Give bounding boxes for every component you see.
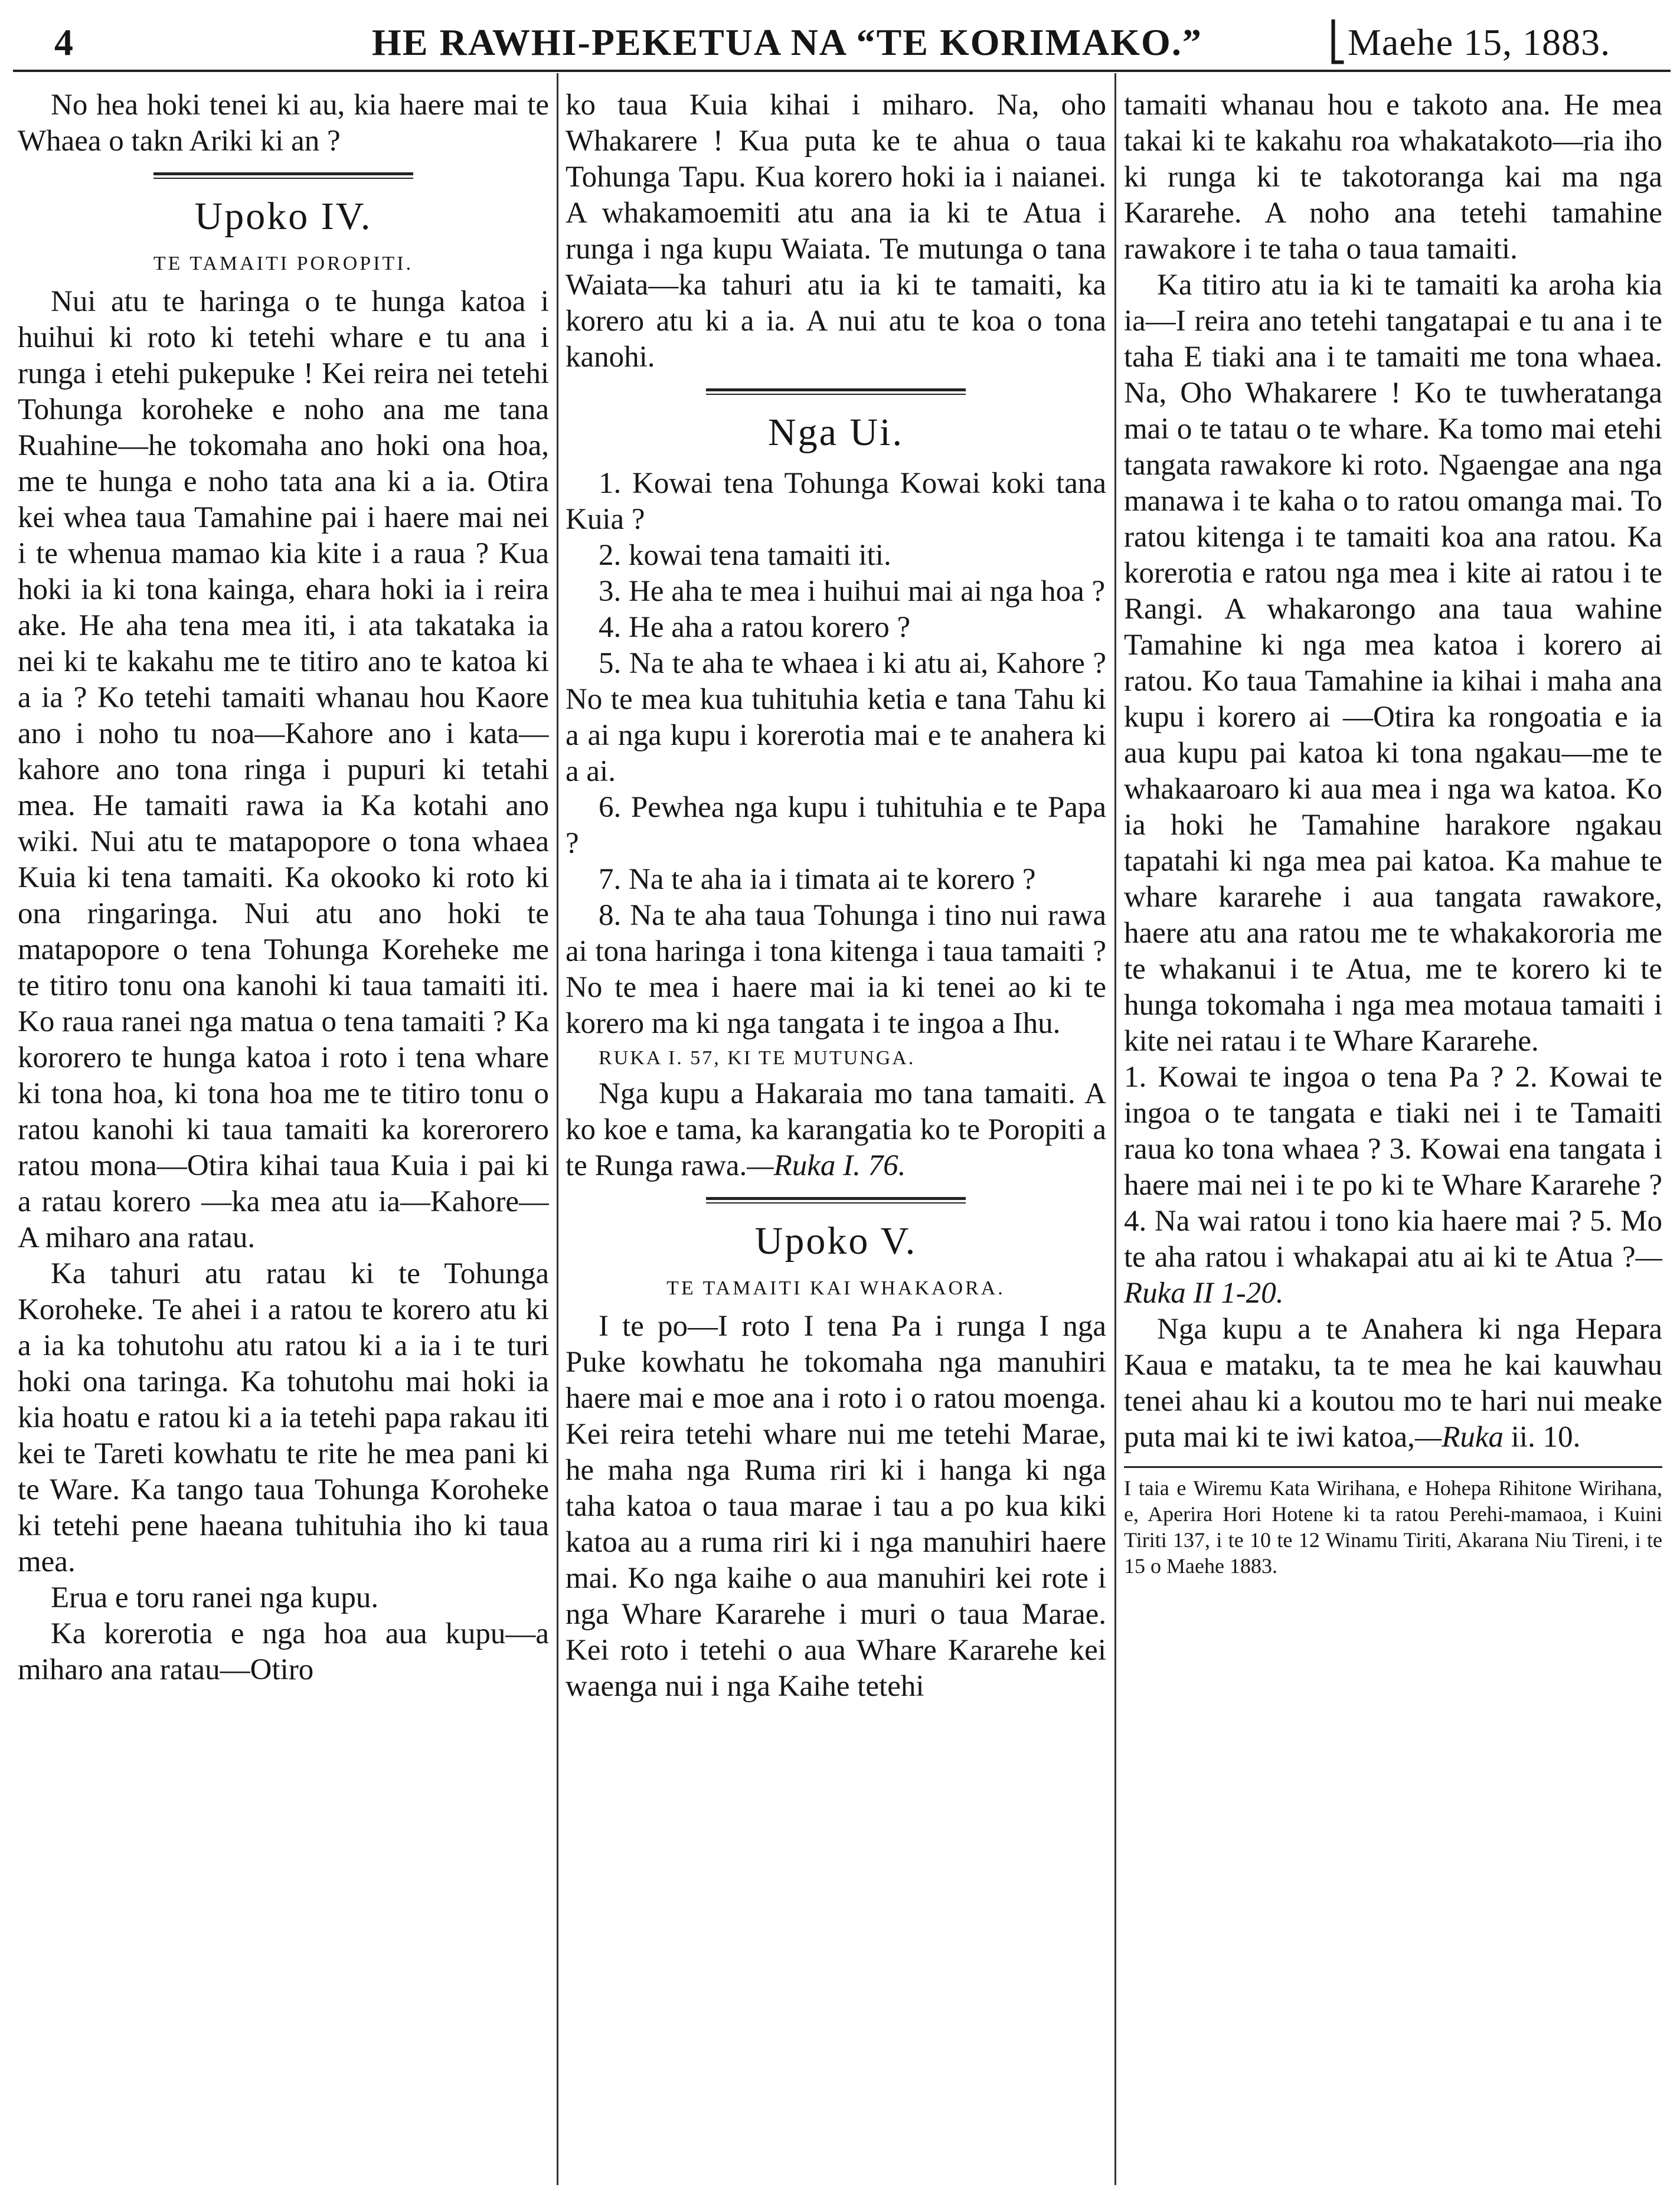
paragraph: Ka titiro atu ia ki te tamaiti ka aroha kia ia—I reira ano tetehi tangatapai e tu ana i te taha E tiaki ana i te tamaiti me tona whaea. Na, Oho Whakarere ! Ko te tuwheratanga mai o te tatau o te whare. Ka tomo mai etehi tangata rawakore ki roto. Ngaengae ana nga manawa i te kaha o to ratou omanga mai. To ratou kitenga i te tamaiti koa ana ratou. Ka korerotia e ratou nga mea i kite ai ratou i te Rangi. A whakarongo ana taua wahine Tamahine ki nga mea katoa i korero ai ratou. Ko taua Tamahine ia kihai i maha ana kupu i korero ai —Otira ka rongoatia e ia aua kupu pai katoa ki tona ngakau—me te whakaaroaro ki aua mea i nga wa katoa. Ko ia hoki he Tamahine harakore ngakau tapatahi ki nga mea pai katoa. Ka mahue te whare kararehe i aua tangata rawakore, haere atu ana ratou me te whakakororia me te whakanui i te Atua, me te korero ki te hunga tokomaha i nga mea motaua tamaiti i kite nei ratau i te Whare Kararehe. <box>1124 269 1662 1058</box>
paragraph: Ka tahuri atu ratau ki te Tohunga Koroheke. Te ahei i a ratou te korero atu ki a ia ka tohutohu atu ratou ki a ia i te turi hoki ona taringa. Ka tohutohu mai hoki ia kia hoatu e ratou ki a ia tetehi papa rakau iti kei te Tareti kowhatu te rite he mea pani ki te Ware. Ka tango taua Tohunga Koroheke ki tetehi pene haeana tuhituhia iho ki taua mea. <box>18 1257 549 1578</box>
section-rule <box>706 388 966 395</box>
chapter-iv-subtitle: TE TAMAITI POROPITI. <box>153 253 414 274</box>
verse-reference: —Ruka I. 76. <box>747 1149 906 1182</box>
questions-title: Nga Ui. <box>768 411 904 454</box>
verse-text: Nga kupu a Hakaraia mo tana tamaiti. A ko koe e tama, ka karangatia ko te Poropiti a te Runga rawa. <box>566 1077 1106 1182</box>
paragraph: Nui atu te haringa o te hunga katoa i huihui ki roto ki tetehi whare e tu ana i runga i etehi pukepuke ! Kei reira nei tetehi Tohunga koroheke e noho ana me tana Ruahine—he tokomaha ano hoki ona hoa, me te hunga e noho tata ana ki a ia. Otira kei whea taua Tamahine pai i haere mai nei i te whenua mamao kia kite i a raua ? Kua hoki ia ki tona kainga, ehara hoki ia i reira ake. He aha tena mea iti, i ata takataka ia nei ki te kakahu me te titiro ano te katoa ki a ia ? Ko tetehi tamaiti whanau hou Kaore ano i noho tu noa—Kahore ano i kata—kahore ano tona ringa i pupuri ki tetahi mea. He tamaiti rawa ia Ka kotahi ano wiki. Nui atu te matapopore o tona whaea Kuia ki tena tamaiti. Ka okooko ki roto ki ona ringaringa. Nui atu ano hoki te matapopore o tena Tohunga Koreheke me te titiro tonu ona kanohi ki taua tamaiti iti. Ko raua ranei nga matua o tena tamaiti ? Ka kororero te hunga katoa i roto i tena whare ki tona hoa, ki tona hoa me te titiro tonu o ratou kanohi ki taua tamaiti ka korerorero ratou mona—Otira kihai taua Kuia i pai ki a ratau korero —ka mea atu ia—Kahore—A miharo ana ratau. <box>18 285 549 1254</box>
question-item: 7. Na te aha ia i timata ai te korero ? <box>599 863 1036 896</box>
intro-verse: No hea hoki tenei ki au, kia haere mai te Whaea o takn Ariki ki an ? <box>18 89 549 158</box>
imprint-rule <box>1124 1466 1662 1468</box>
chapter-v-title: Upoko V. <box>754 1219 917 1263</box>
section-rule <box>706 1197 966 1204</box>
column-1 <box>18 87 549 2179</box>
printer-imprint: I taia e Wiremu Kata Wirihana, e Hohepa Rihitone Wirihana, e, Aperira Hori Hotene ki ta ratou Perehi-mamaoa, i Kuini Tiriti 137, i te 10 te 12 Winamu Tiriti, Akarana Niu Tireni, i te 15 o Maehe 1883. <box>1124 1476 1662 1578</box>
column-divider <box>557 73 558 2185</box>
column-3 <box>1124 87 1662 2179</box>
column-2 <box>566 87 1106 2179</box>
column-divider <box>1114 73 1116 2185</box>
page-number: 4 <box>54 21 73 63</box>
paragraph: Ka korerotia e nga hoa aua kupu—a miharo ana ratau—Otiro <box>18 1617 549 1686</box>
verse-text: Nga kupu a te Anahera ki nga Hepara Kaua e mataku, ta te mea he kai kauwhau tenei ahau ki a koutou mo te hari nui meake puta mai ki te iwi katoa, <box>1124 1313 1662 1454</box>
paragraph: tamaiti whanau hou e takoto ana. He mea takai ki te kakahu roa whakatakoto—ria iho ki runga ki te takotoranga kai ma nga Kararehe. A noho ana tetehi tamahine rawakore i te taha o taua tamaiti. <box>1124 89 1662 266</box>
issue-date: ⎣Maehe 15, 1883. <box>1328 21 1611 63</box>
chapter-iv-title: Upoko IV. <box>194 195 372 238</box>
scripture-reference: RUKA I. 57, KI TE MUTUNGA. <box>599 1047 916 1069</box>
paragraph: ko taua Kuia kihai i miharo. Na, oho Whakarere ! Kua puta ke te ahua o taua Tohunga Tapu. Kua korero hoki ia i naianei. A whakamoemiti atu ana ia ki te Atua i runga i nga kupu Waiata. Te mutunga o tana Waiata—ka tahuri atu ia ki te tamaiti, ka korero atu ki a ia. A nui atu te koa o tona kanohi. <box>566 89 1106 374</box>
question-item: 1. Kowai tena Tohunga Kowai koki tana Kuia ? <box>566 467 1106 536</box>
verse <box>1124 1312 1662 1456</box>
paragraph: Erua e toru ranei nga kupu. <box>51 1581 379 1614</box>
question-item: 5. Na te aha te whaea i ki atu ai, Kahore ? No te mea kua tuhituhia ketia e tana Tahu ki a ai nga kupu i korerotia mai e te anahera ki a ai. <box>566 647 1106 788</box>
section-rule <box>153 172 413 179</box>
chapter-v-subtitle: TE TAMAITI KAI WHAKAORA. <box>666 1277 1005 1299</box>
question-item: 4. He aha a ratou korero ? <box>599 611 911 644</box>
questions-paragraph <box>1124 1059 1662 1312</box>
verse-reference-number: ii. 10. <box>1511 1421 1581 1454</box>
paragraph: I te po—I roto I tena Pa i runga I nga Puke kowhatu he tokomaha nga manuhiri haere mai e moe ana i roto i o ratou moenga. Kei reira tetehi whare nui me tetehi Marae, he maha nga Ruma riri ki i hanga ki nga taha katoa o taua marae i tau a po kua kiki katoa au a ruma riri ki i nga manuhiri haere mai. Ko nga kaihe o aua manuhiri kei rote i nga Whare Kararehe i muri o taua Marae. Kei roto i tetehi o aua Whare Kararehe kei waenga nui i nga Kaihe tetehi <box>566 1310 1106 1703</box>
question-item: 3. He aha te mea i huihui mai ai nga hoa ? <box>599 575 1106 608</box>
verse-reference: —Ruka <box>1414 1421 1504 1454</box>
question-item: 2. kowai tena tamaiti iti. <box>599 539 891 572</box>
question-item: 6. Pewhea nga kupu i tuhituhia e te Papa ? <box>566 791 1106 860</box>
newspaper-title: HE RAWHI-PEKETUA NA “TE KORIMAKO.” <box>372 21 1202 63</box>
header-rule <box>13 70 1671 72</box>
questions-text: 1. Kowai te ingoa o tena Pa ? 2. Kowai te ingoa o te tangata e tiaki nei i te Tamaiti raua ko tona whaea ? 3. Kowai ena tangata i haere mai nei i te po ki te Whare Kararehe ? 4. Na wai ratou i tono kia haere mai ? 5. Mo te aha ratou i whakapai atu ai ki te Atua ? <box>1124 1061 1662 1274</box>
questions-list <box>566 466 1106 1042</box>
verse <box>566 1076 1106 1184</box>
questions-reference: —Ruka II 1-20. <box>1124 1241 1662 1310</box>
question-item: 8. Na te aha taua Tohunga i tino nui rawa ai tona haringa i tona kitenga i taua tamaiti ? No te mea i haere mai ia ki tenei ao ki te korero ma ki nga tangata i te ingoa a Ihu. <box>566 899 1106 1040</box>
